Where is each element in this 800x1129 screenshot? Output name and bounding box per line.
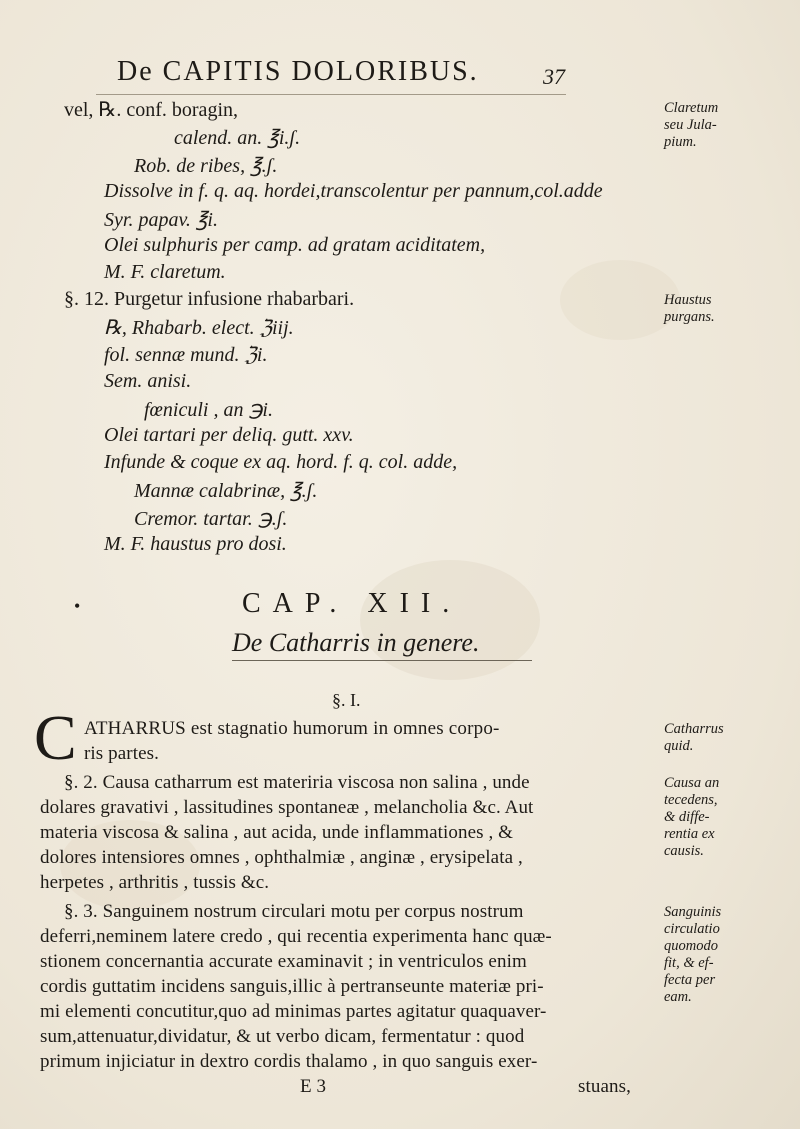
- recipe-line: Dissolve in f. q. aq. hordei,transcolentur per pannum,col.adde: [104, 180, 603, 202]
- chapter-heading: CAP. XII.: [242, 588, 462, 619]
- margin-note-line: Catharrus: [664, 721, 724, 737]
- recipe-line: M. F. haustus pro dosi.: [104, 533, 287, 555]
- margin-note: [664, 721, 724, 755]
- recipe-line: Infunde & coque ex aq. hord. f. q. col. adde,: [104, 451, 458, 473]
- margin-note-line: seu Jula-: [664, 117, 717, 133]
- recipe-line: calend. an. ℥i.ʃ.: [174, 127, 301, 149]
- signature-mark: E 3: [300, 1076, 327, 1097]
- margin-note-line: purgans.: [664, 309, 715, 325]
- recipe-line: M. F. claretum.: [104, 261, 226, 283]
- margin-note-line: Haustus: [664, 292, 712, 308]
- body-line: dolores intensiores omnes , ophthalmiæ , anginæ , erysipelata ,: [40, 847, 523, 868]
- margin-note-line: quid.: [664, 738, 694, 754]
- body-line: sum,attenuatur,dividatur, & ut verbo dicam, fermentatur : quod: [40, 1026, 525, 1047]
- section-heading: §. 12. Purgetur infusione rhabarbari.: [64, 288, 355, 310]
- body-line: stionem concernantia accurate examinavit ; in ventriculos enim: [40, 951, 527, 972]
- margin-note: [664, 775, 719, 860]
- margin-note-line: causis.: [664, 843, 704, 859]
- recipe-line: Cremor. tartar. ℈.ʃ.: [134, 508, 288, 530]
- section-mark: §. I.: [332, 690, 361, 710]
- body-line: dolares gravativi , lassitudines spontaneæ , melancholia &c. Aut: [40, 797, 534, 818]
- running-title: De CAPITIS DOLORIBUS.: [117, 56, 479, 87]
- body-line: deferri,neminem latere credo , qui recentia experimenta hanc quæ-: [40, 926, 552, 947]
- header-rule: [96, 94, 566, 95]
- margin-note-line: fit, & ef-: [664, 955, 714, 971]
- margin-note-line: Claretum: [664, 100, 719, 116]
- margin-note: [664, 904, 721, 1006]
- margin-note-line: Sanguinis: [664, 904, 722, 920]
- drop-cap: C: [34, 702, 77, 773]
- recipe-line: Mannæ calabrinæ, ℥.ʃ.: [134, 480, 318, 502]
- chapter-subtitle: De Catharris in genere.: [232, 628, 480, 657]
- margin-note-line: rentia ex: [664, 826, 715, 842]
- recipe-line: Syr. papav. ℥i.: [104, 209, 218, 231]
- margin-note-line: Causa an: [664, 775, 720, 791]
- body-line: materia viscosa & salina , aut acida, unde inflammationes , &: [40, 822, 514, 843]
- body-line: §. 2. Causa catharrum est materiria viscosa non salina , unde: [64, 772, 530, 793]
- body-line: cordis guttatim incidens sanguis,illic à pertranseunte materiæ pri-: [40, 976, 544, 997]
- chapter-bullet: •: [74, 596, 81, 616]
- margin-note-line: quomodo: [664, 938, 718, 954]
- body-line: mi elementi concutitur,quo ad minimas partes agitatur quaquaver-: [40, 1001, 547, 1022]
- paper-stain: [560, 260, 680, 340]
- recipe-line: ℞, Rhabarb. elect. ℨiij.: [104, 317, 294, 339]
- recipe-line: vel, ℞. conf. boragin,: [64, 99, 238, 121]
- margin-note-line: circulatio: [664, 921, 720, 937]
- subtitle-underline: [232, 660, 532, 661]
- body-line: §. 3. Sanguinem nostrum circulari motu per corpus nostrum: [64, 901, 524, 922]
- margin-note-line: & diffe-: [664, 809, 710, 825]
- margin-note-line: pium.: [664, 134, 697, 150]
- margin-note: [664, 100, 718, 151]
- body-line: ris partes.: [84, 743, 159, 764]
- recipe-line: Sem. anisi.: [104, 370, 192, 392]
- margin-note: [664, 292, 715, 326]
- paper-stain: [360, 560, 540, 680]
- recipe-line: Olei tartari per deliq. gutt. xxv.: [104, 424, 354, 446]
- margin-note-line: eam.: [664, 989, 692, 1005]
- recipe-line: Olei sulphuris per camp. ad gratam aciditatem,: [104, 234, 486, 256]
- recipe-line: Rob. de ribes, ℥.ʃ.: [134, 155, 278, 177]
- margin-note-line: fecta per: [664, 972, 716, 988]
- body-line: primum injiciatur in dextro cordis thalamo , in quo sanguis exer-: [40, 1051, 538, 1072]
- body-line: ATHARRUS est stagnatio humorum in omnes corpo-: [84, 718, 500, 739]
- margin-note-line: tecedens,: [664, 792, 718, 808]
- recipe-line: fœniculi , an ℈i.: [144, 399, 273, 421]
- recipe-line: fol. sennæ mund. ℨi.: [104, 344, 268, 366]
- catchword: stuans,: [578, 1076, 631, 1097]
- page-number: 37: [543, 64, 565, 89]
- body-line: herpetes , arthritis , tussis &c.: [40, 872, 270, 893]
